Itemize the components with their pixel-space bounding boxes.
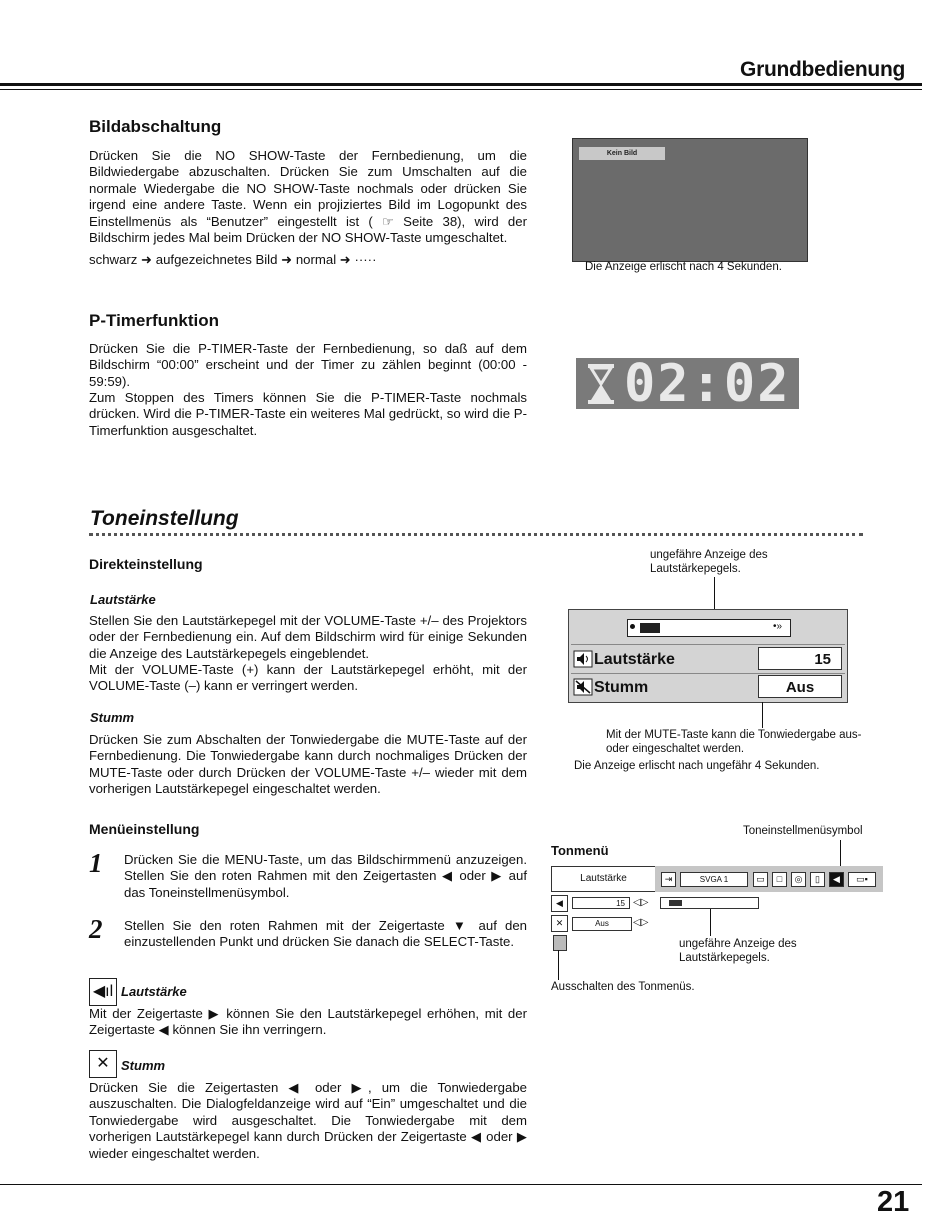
menu-source: SVGA 1 <box>680 872 748 887</box>
direkt-stumm-head: Stumm <box>90 710 135 725</box>
volume-osd <box>568 609 848 703</box>
page-header-title: Grundbedienung <box>740 58 905 81</box>
callout-mute: Mit der MUTE-Taste kann die Tonwiedergabe aus- oder eingeschaltet werden. <box>606 729 862 755</box>
callout-exit: Ausschalten des Tonmenüs. <box>551 981 695 993</box>
menu-mute-icon: ✕ <box>551 915 568 932</box>
bildabschaltung-sequence: schwarz ➜ aufgezeichnetes Bild ➜ normal ➜ ····· <box>89 252 377 267</box>
section-title-ptimer: P-Timerfunktion <box>89 311 220 330</box>
volume-min-dot <box>630 624 635 629</box>
menu-laut-head: Lautstärke <box>121 984 187 999</box>
direkt-lautstaerke-head: Lautstärke <box>90 592 156 607</box>
menu-mute-value: Aus <box>572 917 632 931</box>
menu-selected-field: Lautstärke <box>551 866 656 892</box>
menu-mute-arrows: ◁▷ <box>633 917 649 928</box>
callout-line-level <box>710 909 711 936</box>
callout-level: ungefähre Anzeige des Lautstärkepegels. <box>679 938 797 964</box>
direkt-lautstaerke-paragraph: Stellen Sie den Lautstärkepegel mit der VOLUME-Taste +/– des Projektors oder der Fernbedienung ein. Auf dem Bildschirm wird für einige Sekunden die Anzeige des Lautstärkepegels eingeblendet. <box>89 613 527 661</box>
speaker-icon <box>573 650 593 668</box>
menu-laut-paragraph: Mit der Zeigertaste ▶ können Sie den Lautstärkepegel erhöhen, mit der Zeigertaste ◀ können Sie ihn verringern. <box>89 1006 527 1038</box>
section-title-bildabschaltung: Bildabschaltung <box>89 117 222 136</box>
tonmenu-label: Tonmenü <box>551 843 609 858</box>
callout-line-exit <box>558 950 559 980</box>
volume-bar <box>627 619 791 637</box>
menu-volume-bar-fill <box>669 900 682 906</box>
callout-level-top: ungefähre Anzeige des Lautstärkepegels. <box>650 549 768 575</box>
step-2-number: 2 <box>89 914 103 944</box>
osd-volume-value: 15 <box>758 647 842 670</box>
no-show-screen <box>572 138 808 262</box>
callout-menu-symbol: Toneinstellmenüsymbol <box>743 825 863 837</box>
kein-bild-label: Kein Bild <box>579 147 665 160</box>
callout-time: Die Anzeige erlischt nach ungefähr 4 Sekunden. <box>574 760 820 772</box>
bildabschaltung-paragraph: Drücken Sie die NO SHOW-Taste der Fernbedienung, um die Bildwiedergabe abzuschalten. Drücken Sie zum Umschalten auf die normale Wiedergabe die NO SHOW-Taste nochmals oder drücken Sie irgend eine andere Taste. Wenn ein projiziertes Bild im Logopunkt des Einstellmenüs als “Benutzer” eingestellt ist ( ☞ Seite 38), wird der Bildschirm jedes Mal beim Drücken der NO SHOW-Taste umgeschaltet. <box>89 148 527 246</box>
step-2-text: Stellen Sie den roten Rahmen mit der Zeigertaste ▼ auf den einzustellenden Punkt und drücken Sie danach die SELECT-Taste. <box>124 918 527 950</box>
ptimer-paragraph-2: Zum Stoppen des Timers können Sie die P-TIMER-Taste nochmals drücken. Wird die P-TIMER-Taste ein weiteres Mal gedrückt, so wird die P-Timerfunktion ausgeschaltet. <box>89 390 527 438</box>
menu-stumm-head: Stumm <box>121 1058 166 1073</box>
volume-max-icon: •» <box>773 621 783 632</box>
exit-icon <box>553 935 567 951</box>
direkt-stumm-paragraph: Drücken Sie zum Abschalten der Tonwiedergabe die MUTE-Taste auf der Fernbedienung. Die Tonwiedergabe kann durch nochmaliges Drücken der MUTE-Taste oder durch Drücken der VOLUME-Taste +/– wieder mit dem vorherigen Lautstärkepegel eingeschaltet werden. <box>89 732 527 797</box>
header-rule-thin <box>0 89 922 90</box>
lautstaerke-symbol-icon: ◀ıl <box>89 978 117 1006</box>
header-rule <box>0 83 922 86</box>
menu-volume-icon: ◀ <box>551 895 568 912</box>
hourglass-icon <box>586 363 616 405</box>
osd-mute-value: Aus <box>758 675 842 698</box>
sound-menu-icon: ◀ <box>829 872 844 887</box>
image-icon: ◎ <box>791 872 806 887</box>
ptimer-paragraph: Drücken Sie die P-TIMER-Taste der Fernbedienung, so daß auf dem Bildschirm “00:00” erscheint und der Timer zu zählen beginnt (00:00 - 59:59). <box>89 341 527 389</box>
info-icon: ▭▪ <box>848 872 876 887</box>
menu-volume-value: 15 <box>572 897 630 909</box>
mute-icon <box>573 678 593 696</box>
timer-digits: 02:02 <box>624 354 791 414</box>
footer-rule <box>0 1184 922 1185</box>
dotted-divider <box>89 533 863 536</box>
no-show-caption: Die Anzeige erlischt nach 4 Sekunden. <box>585 261 782 273</box>
osd-mute-label: Stumm <box>594 679 649 696</box>
osd-volume-label: Lautstärke <box>594 651 675 668</box>
step-1-text: Drücken Sie die MENU-Taste, um das Bildschirmmenü anzuzeigen. Stellen Sie den roten Rahmen mit den Zeigertasten ◀ oder ▶ auf das Toneinstellmenüsymbol. <box>124 852 527 900</box>
screen-icon: □ <box>772 872 787 887</box>
menu-volume-arrows: ◁▷ <box>633 897 649 908</box>
menu-title: Menüeinstellung <box>89 821 200 837</box>
step-1-number: 1 <box>89 848 103 878</box>
stumm-symbol-icon: ✕ <box>89 1050 117 1078</box>
menu-volume-bar <box>660 897 759 909</box>
direkt-lautstaerke-paragraph-2: Mit der VOLUME-Taste (+) kann der Lautstärkepegel erhöht, mit der VOLUME-Taste (–) kann er verringert werden. <box>89 662 527 694</box>
input-icon: ⇥ <box>661 872 676 887</box>
page-number: 21 <box>877 1186 910 1218</box>
menu-stumm-paragraph: Drücken Sie die Zeigertasten ◀ oder ▶, um die Tonwiedergabe auszuschalten. Die Dialogfeldanzeige wird auf “Ein” umgeschaltet und die Tonwiedergabe wird ausgeschaltet. Die Tonwiedergabe mit dem vorherigen Lautstärkepegel kann durch Drücken der Zeigertaste ◀ oder ▶ wieder eingeschaltet werden. <box>89 1080 527 1161</box>
pc-adjust-icon: ▭ <box>753 872 768 887</box>
direkt-title: Direkteinstellung <box>89 556 203 572</box>
volume-bar-fill <box>640 623 660 633</box>
section-title-ton: Toneinstellung <box>90 507 239 530</box>
menu-bar <box>655 866 883 892</box>
ptimer-display <box>576 354 799 414</box>
callout-line-mute <box>762 702 763 728</box>
setting-icon: ▯ <box>810 872 825 887</box>
